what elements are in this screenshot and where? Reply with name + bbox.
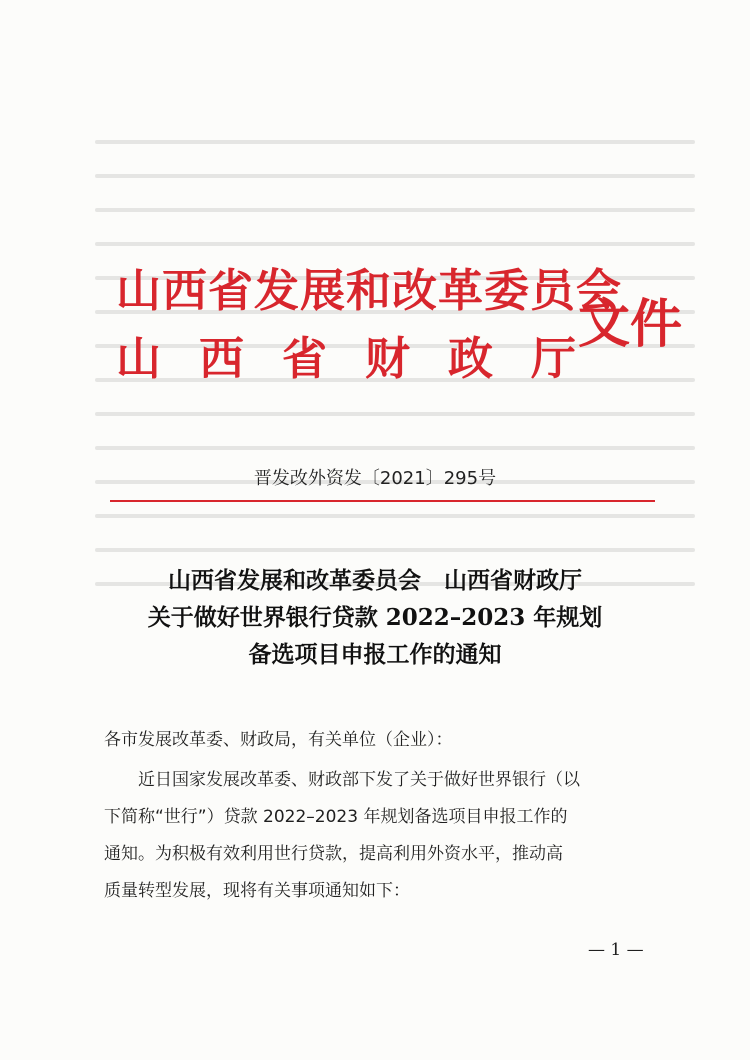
title-line-2: 关于做好世界银行贷款 2022–2023 年规划 <box>147 604 603 631</box>
body-paragraph <box>104 762 664 910</box>
document-word: 文件 <box>578 294 683 355</box>
body-line: 质量转型发展，现将有关事项通知如下： <box>104 881 410 901</box>
issuer-line-2: 山西省财政厅 <box>116 332 615 385</box>
issuer-line-1: 山西省发展和改革委员会 <box>116 264 623 317</box>
red-divider-line <box>110 500 655 502</box>
title-line-1: 山西省发展和改革委员会 山西省财政厅 <box>168 567 582 594</box>
body-line: 近日国家发展改革委、财政部下发了关于做好世界银行（以 <box>138 770 580 790</box>
page-number: — 1 — <box>588 940 644 960</box>
document-title <box>0 562 750 673</box>
document-number: 晋发改外资发〔2021〕295号 <box>253 468 497 489</box>
title-line-3: 备选项目申报工作的通知 <box>248 641 502 668</box>
body-line: 通知。为积极有效利用世行贷款，提高利用外资水平，推动高 <box>104 844 563 864</box>
addressee: 各市发展改革委、财政局，有关单位（企业）： <box>104 730 453 750</box>
body-line: 下简称“世行”）贷款 2022–2023 年规划备选项目申报工作的 <box>104 807 568 827</box>
